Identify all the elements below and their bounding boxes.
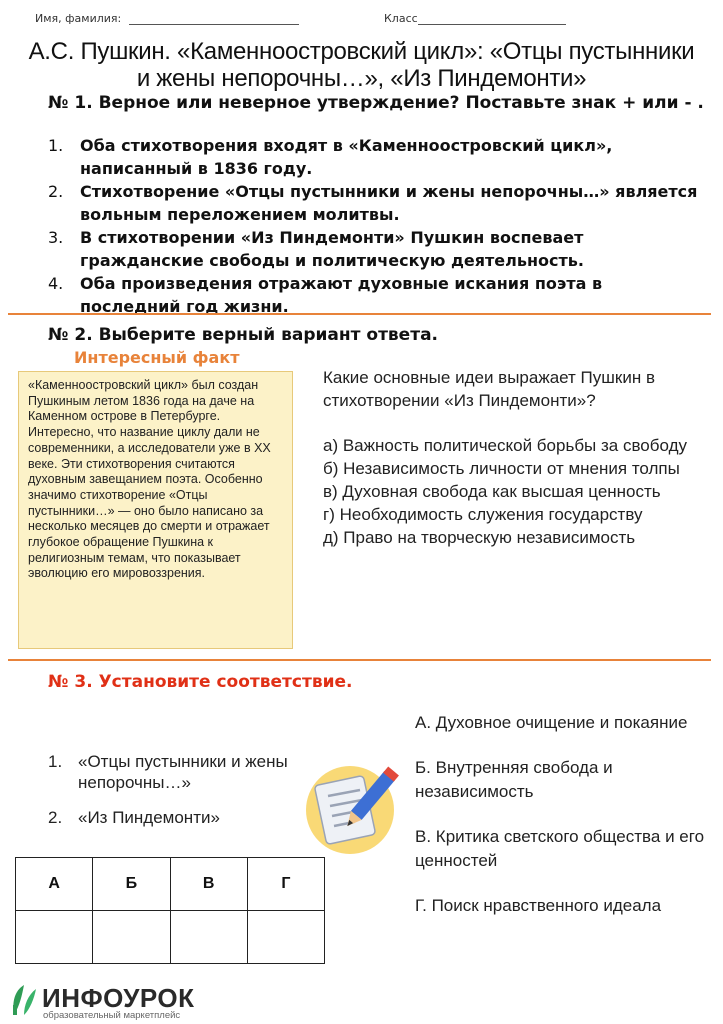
q2-option-b[interactable]: б) Независимость личности от мнения толпы <box>323 459 680 478</box>
q3-item-text: «Отцы пустынники и жены непорочны…» <box>78 752 288 792</box>
title-line-2: и жены непорочны…», «Из Пиндемонти» <box>136 65 587 92</box>
table-cell-b[interactable] <box>93 911 170 964</box>
q2-option-a[interactable]: а) Важность политической борьбы за свободу <box>323 436 687 455</box>
q1-item-num: 4. <box>48 274 64 293</box>
q2-option-d[interactable]: г) Необходимость служения государству <box>323 505 643 524</box>
name-field <box>35 12 299 25</box>
q2-question: Какие основные идеи выражает Пушкин в стихотворении «Из Пиндемонти»? <box>323 368 655 410</box>
table-header-a: А <box>16 858 93 911</box>
table-header-d: Г <box>247 858 324 911</box>
logo-subtitle: образовательный маркетплейс <box>43 1010 181 1021</box>
q1-item <box>48 134 708 180</box>
class-field <box>384 12 566 25</box>
q2-title: № 2. Выберите верный вариант ответа. <box>48 325 438 345</box>
infourok-logo <box>10 981 220 1019</box>
answer-table <box>15 857 325 964</box>
q1-item-text: Оба произведения отражают духовные искания поэта в последний год жизни. <box>80 274 603 316</box>
table-cell-d[interactable] <box>247 911 324 964</box>
class-blank-line[interactable] <box>418 24 566 25</box>
q1-item-text: Оба стихотворения входят в «Каменноостровский цикл», написанный в 1836 году. <box>80 136 613 178</box>
q3-item-num: 1. <box>48 752 63 771</box>
page-title <box>0 38 723 92</box>
q2-option-c[interactable]: в) Духовная свобода как высшая ценность <box>323 482 661 501</box>
q1-item-num: 1. <box>48 136 64 155</box>
logo-name: ИНФОУРОК <box>42 983 195 1013</box>
table-cell-c[interactable] <box>170 911 247 964</box>
q1-item-text: Стихотворение «Отцы пустынники и жены непорочны…» является вольным переложением молитвы. <box>80 182 698 224</box>
fact-title: Интересный факт <box>74 348 240 367</box>
name-label: Имя, фамилия: <box>35 12 122 25</box>
q1-item-num: 2. <box>48 182 64 201</box>
q1-title: № 1. Верное или неверное утверждение? Поставьте знак + или - . <box>48 93 704 113</box>
q1-item-text: В стихотворении «Из Пиндемонти» Пушкин воспевает гражданские свободы и политическую деятельность. <box>80 228 584 270</box>
q1-item-num: 3. <box>48 228 64 247</box>
q3-answers <box>415 711 705 939</box>
q1-item <box>48 180 708 226</box>
q3-title: № 3. Установите соответствие. <box>48 672 353 692</box>
q3-item-text: «Из Пиндемонти» <box>78 808 220 827</box>
q3-answer-c: В. Критика светского общества и его ценностей <box>415 827 705 870</box>
table-header-b: Б <box>93 858 170 911</box>
title-line-1: А.С. Пушкин. «Каменноостровский цикл»: «Отцы пустынники <box>28 38 695 65</box>
q3-item-num: 2. <box>48 808 63 827</box>
q1-item <box>48 272 708 318</box>
class-label: Класс <box>384 12 418 25</box>
q1-list <box>48 134 708 318</box>
q3-answer-d: Г. Поиск нравственного идеала <box>415 896 662 915</box>
divider-2 <box>8 659 711 661</box>
fact-text: «Каменноостровский цикл» был создан Пушкиным летом 1836 года на даче на Каменном острове в Петербурге. Интересно, что название циклу дали не современники, а исследователи уже в XX веке. Эти стихотворения считаются духовным завещанием поэта. Особенно значимо стихотворение «Отцы пустынники…» — оно было написано за несколько месяцев до смерти и отражает глубокое обращение Пушкина к религиозным темам, что показывает эволюцию его мировоззрения. <box>28 378 271 581</box>
q2-question-block <box>323 366 708 549</box>
q3-answer-a: А. Духовное очищение и покаяние <box>415 713 688 732</box>
divider-1 <box>8 313 711 315</box>
name-blank-line[interactable] <box>129 24 299 25</box>
table-cell-a[interactable] <box>16 911 93 964</box>
logo-leaf-icon <box>10 983 40 1017</box>
paper-pencil-icon <box>298 758 408 858</box>
q1-item <box>48 226 708 272</box>
fact-box <box>18 371 293 649</box>
q3-answer-b: Б. Внутренняя свобода и независимость <box>415 758 613 801</box>
q2-option-e[interactable]: д) Право на творческую независимость <box>323 528 636 547</box>
table-header-c: В <box>170 858 247 911</box>
